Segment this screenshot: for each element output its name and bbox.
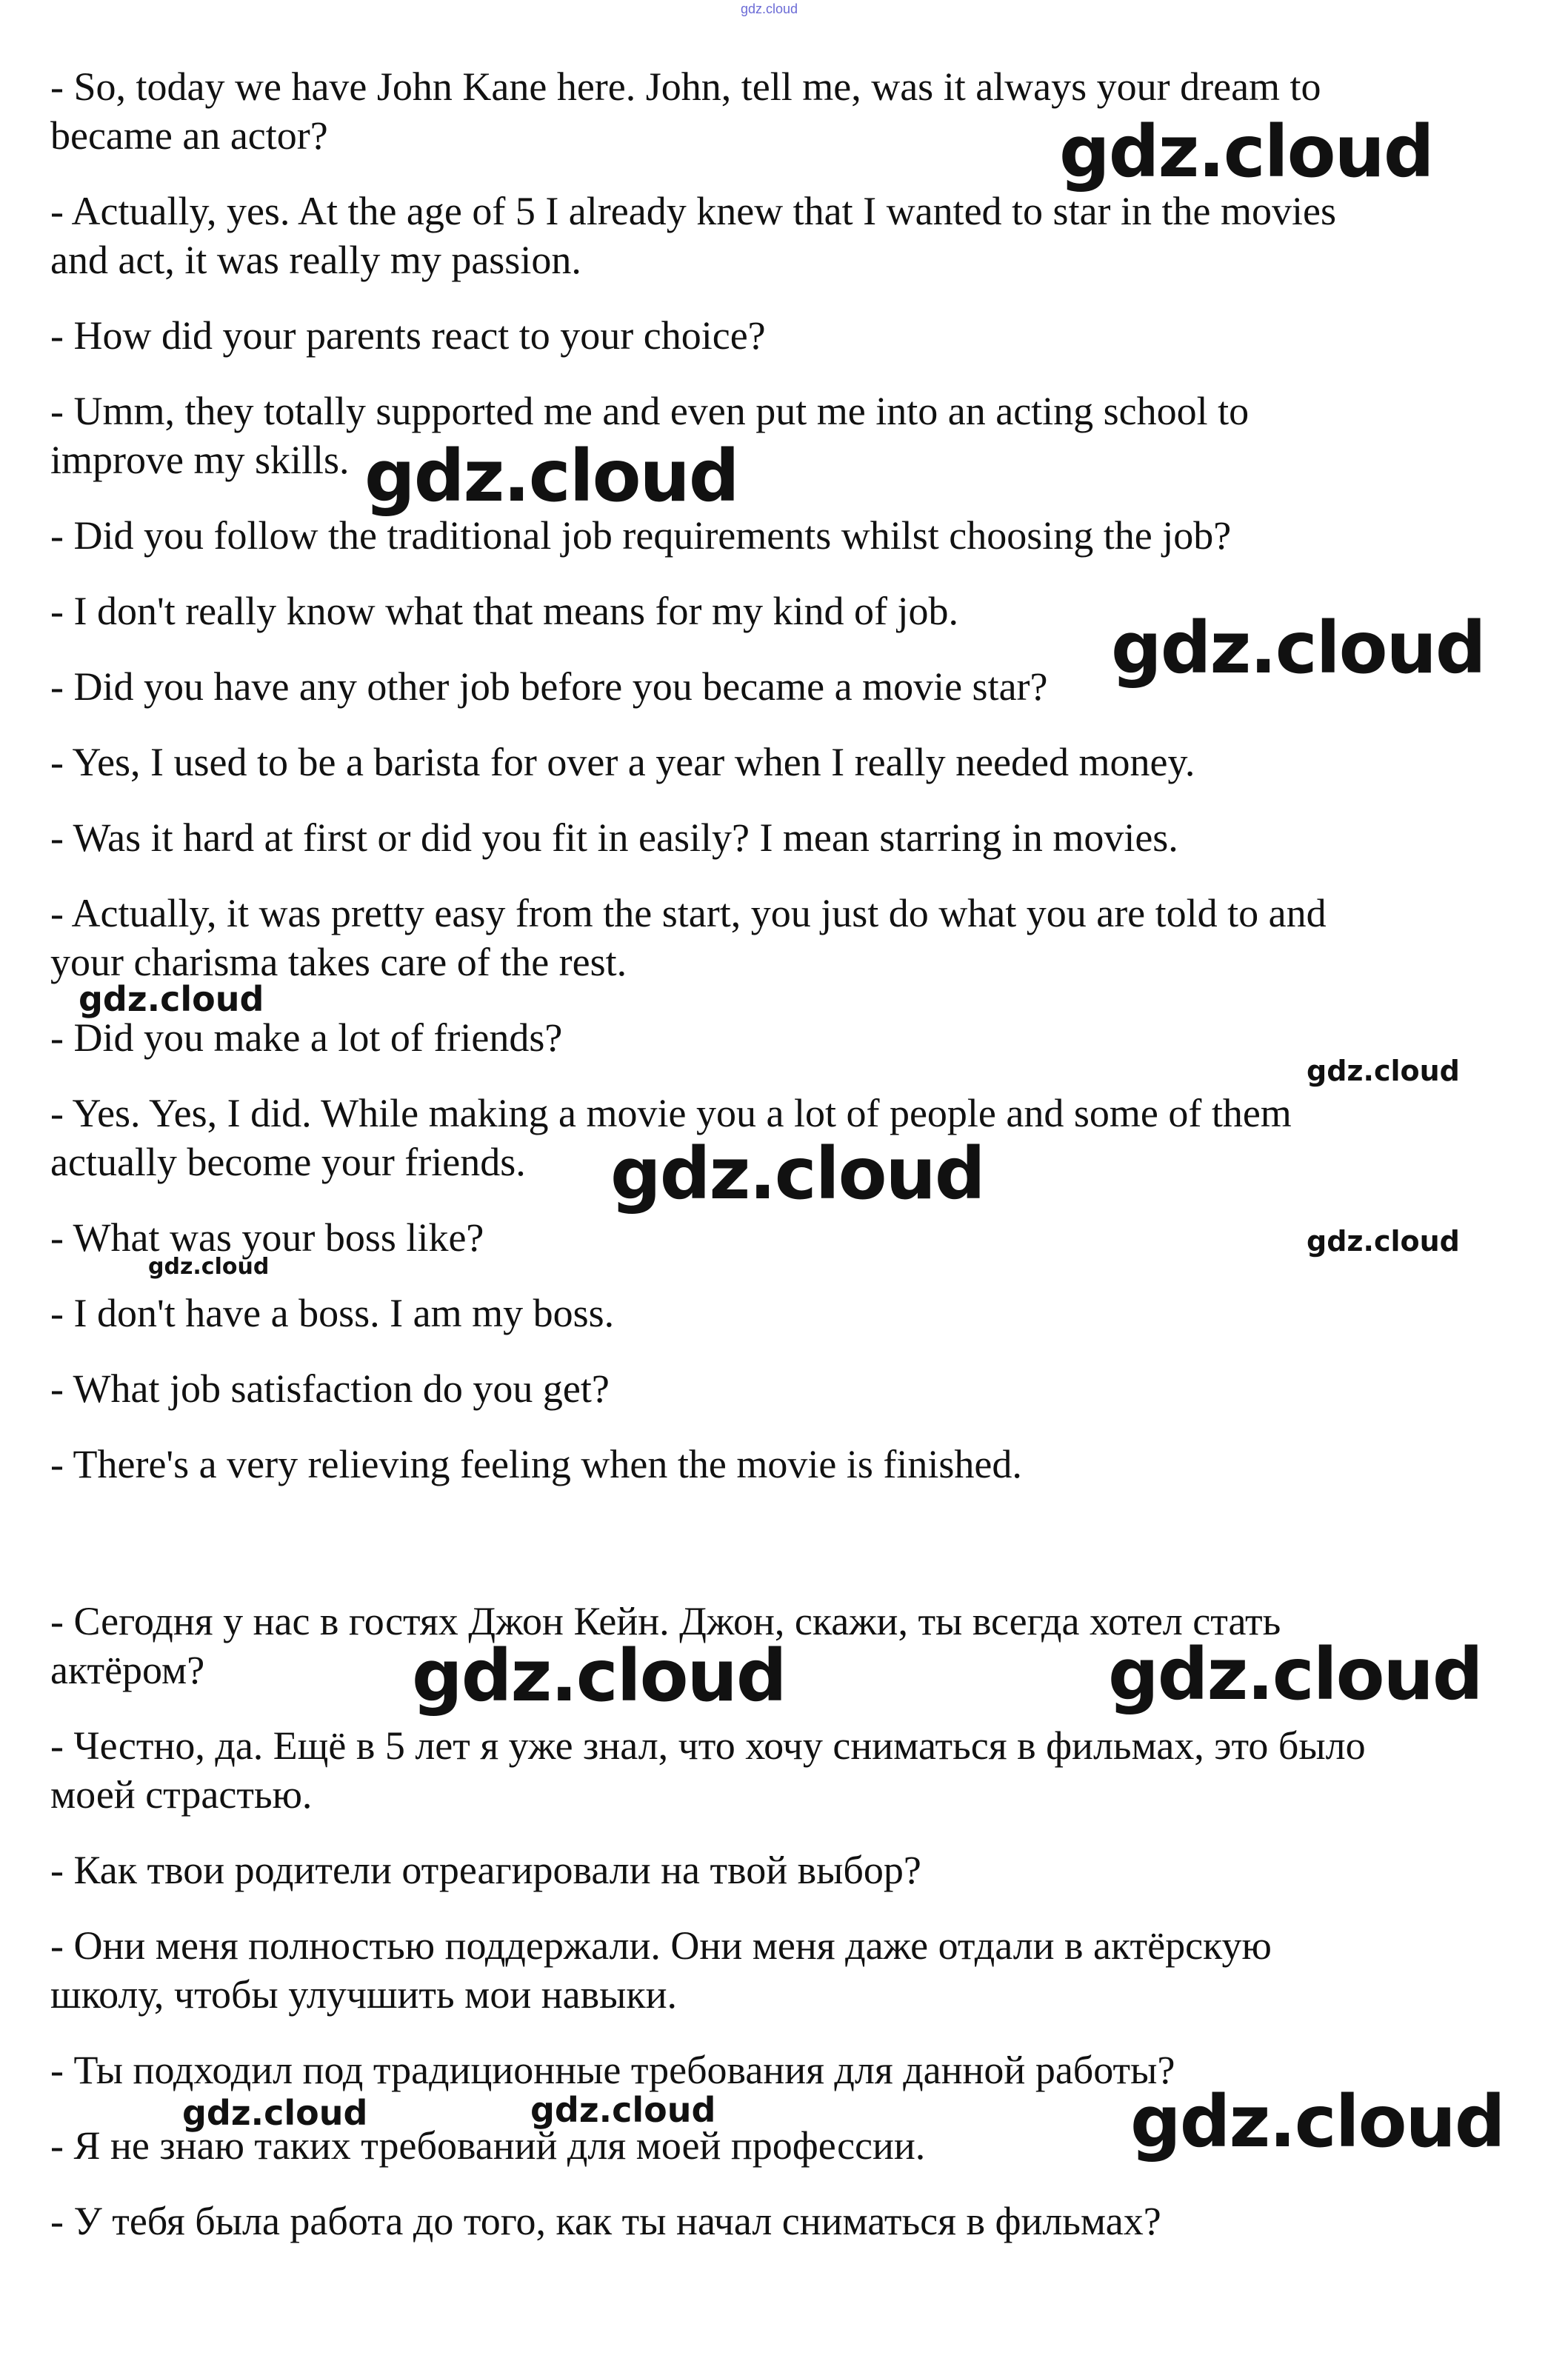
- english-line: - Yes, I used to be a barista for over a year when I really needed money.: [50, 740, 1195, 784]
- english-line: - I don't really know what that means for my kind of job.: [50, 589, 958, 633]
- russian-line: - Честно, да. Ещё в 5 лет я уже знал, что хочу сниматься в фильмах, это было: [50, 1723, 1366, 1768]
- russian-line: - Они меня полностью поддержали. Они меня даже отдали в актёрскую: [50, 1923, 1272, 1968]
- english-line: - Actually, yes. At the age of 5 I already knew that I wanted to star in the movies: [50, 189, 1336, 233]
- watermark: gdz.cloud: [79, 979, 264, 1019]
- english-line: - There's a very relieving feeling when the movie is finished.: [50, 1442, 1022, 1486]
- site-tag: gdz.cloud: [741, 1, 798, 16]
- watermark: gdz.cloud: [1307, 1055, 1460, 1087]
- english-line: and act, it was really my passion.: [50, 238, 581, 282]
- watermark: gdz.cloud: [182, 2093, 368, 2133]
- english-line: became an actor?: [50, 113, 328, 158]
- watermark: gdz.cloud: [1111, 607, 1485, 690]
- russian-line: актёром?: [50, 1648, 205, 1692]
- russian-line: - Я не знаю таких требований для моей профессии.: [50, 2123, 926, 2168]
- english-line: - What was your boss like?: [50, 1215, 484, 1260]
- watermark: gdz.cloud: [412, 1635, 786, 1717]
- russian-line: - Сегодня у нас в гостях Джон Кейн. Джон, скажи, ты всегда хотел стать: [50, 1599, 1281, 1643]
- english-line: improve my skills.: [50, 438, 350, 482]
- watermark: gdz.cloud: [1108, 1633, 1482, 1716]
- english-line: - Yes. Yes, I did. While making a movie you a lot of people and some of them: [50, 1091, 1292, 1135]
- russian-line: - Ты подходил под традиционные требования для данной работы?: [50, 2048, 1175, 2092]
- english-line: - I don't have a boss. I am my boss.: [50, 1291, 615, 1335]
- english-line: actually become your friends.: [50, 1140, 526, 1184]
- english-line: your charisma takes care of the rest.: [50, 940, 627, 984]
- watermark: gdz.cloud: [1130, 2080, 1504, 2163]
- watermark: gdz.cloud: [364, 435, 738, 518]
- english-line: - Actually, it was pretty easy from the start, you just do what you are told to and: [50, 891, 1327, 935]
- english-line: - Did you follow the traditional job requirements whilst choosing the job?: [50, 513, 1232, 558]
- russian-line: моей страстью.: [50, 1772, 313, 1817]
- english-line: - How did your parents react to your choice?: [50, 313, 766, 358]
- watermark: gdz.cloud: [1059, 110, 1433, 193]
- english-line: - So, today we have John Kane here. John, tell me, was it always your dream to: [50, 64, 1321, 109]
- russian-line: - У тебя была работа до того, как ты начал сниматься в фильмах?: [50, 2199, 1161, 2243]
- english-line: - Umm, they totally supported me and even put me into an acting school to: [50, 389, 1250, 433]
- russian-line: - Как твои родители отреагировали на твой выбор?: [50, 1848, 921, 1892]
- watermark: gdz.cloud: [530, 2090, 716, 2130]
- watermark: gdz.cloud: [148, 1254, 270, 1280]
- english-line: - Did you make a lot of friends?: [50, 1015, 563, 1060]
- english-line: - What job satisfaction do you get?: [50, 1366, 610, 1411]
- russian-line: школу, чтобы улучшить мои навыки.: [50, 1972, 677, 2017]
- english-line: - Was it hard at first or did you fit in easily? I mean starring in movies.: [50, 815, 1178, 860]
- english-line: - Did you have any other job before you became a movie star?: [50, 664, 1048, 709]
- watermark: gdz.cloud: [1307, 1225, 1460, 1258]
- watermark: gdz.cloud: [610, 1132, 984, 1215]
